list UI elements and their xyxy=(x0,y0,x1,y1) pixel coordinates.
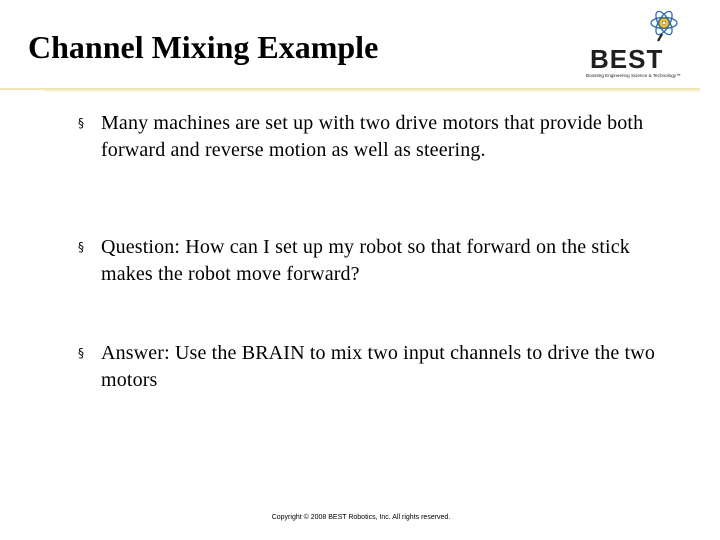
atom-with-gear-icon xyxy=(648,8,680,42)
bullet-text: Many machines are set up with two drive motors that provide both forward and reverse motion as well as steering. xyxy=(101,112,644,161)
title-underline-shadow xyxy=(44,90,700,92)
bullet-marker: § xyxy=(78,240,84,254)
slide-title: Channel Mixing Example xyxy=(28,29,379,65)
bullet-marker: § xyxy=(78,116,84,130)
best-logo xyxy=(586,8,698,84)
copyright-footer: Copyright © 2008 BEST Robotics, Inc. All rights reserved. xyxy=(271,514,451,521)
bullet-text: Question: How can I set up my robot so that forward on the stick makes the robot move forward? xyxy=(101,236,630,285)
logo-wordmark: BEST xyxy=(590,44,664,74)
bullet-text: Answer: Use the BRAIN to mix two input channels to drive the two motors xyxy=(101,342,655,391)
logo-tagline: Boosting Engineering Science & Technology™ xyxy=(586,73,681,78)
bullet-marker: § xyxy=(78,346,84,360)
